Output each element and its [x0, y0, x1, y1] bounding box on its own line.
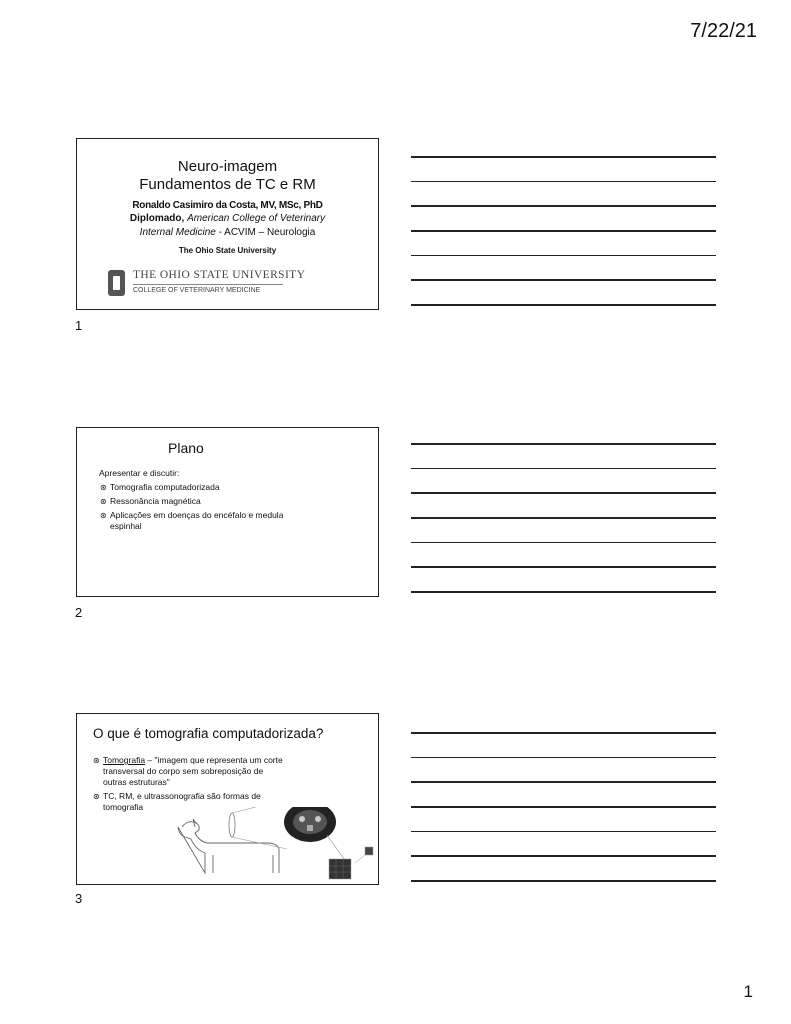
note-line: [411, 732, 716, 734]
slide-2-notes: [411, 443, 716, 616]
list-item: ⊛ Ressonância magnética: [100, 496, 201, 506]
page-number: 1: [743, 982, 753, 1001]
note-line: [411, 468, 716, 470]
note-line: [411, 443, 716, 445]
slide-2-title: Plano: [168, 440, 204, 456]
note-line: [411, 806, 716, 808]
slide-3-title: O que é tomografia computadorizada?: [93, 726, 324, 741]
note-line: [411, 492, 716, 494]
note-line: [411, 757, 716, 759]
note-line: [411, 304, 716, 306]
note-line: [411, 855, 716, 857]
slide-1-diplomate-line2: Internal Medicine - ACVIM – Neurologia: [139, 227, 316, 238]
slide-2: [76, 427, 379, 597]
slide-3-notes: [411, 732, 716, 905]
note-line: [411, 230, 716, 232]
note-line: [411, 181, 716, 183]
list-item: ⊛ Tomografia – "imagem que representa um corte transversal do corpo sem sobreposição de outras estruturas": [93, 755, 283, 787]
dog-icon: [178, 819, 279, 873]
note-line: [411, 566, 716, 568]
logo-divider: [133, 284, 283, 285]
slide-2-number: 2: [75, 605, 83, 620]
dog-ct-illustration: [162, 807, 376, 883]
note-line: [411, 880, 716, 882]
target-bullet-icon: ⊛: [100, 483, 107, 492]
note-line: [411, 156, 716, 158]
logo-college-name: COLLEGE OF VETERINARY MEDICINE: [133, 287, 261, 294]
target-bullet-icon: ⊛: [100, 497, 107, 506]
note-line: [411, 831, 716, 833]
svg-text:.: .: [297, 878, 298, 882]
slide-1-number: 1: [75, 318, 83, 333]
list-item: ⊛ TC, RM, e ultrassonografia são formas de tomografia: [93, 791, 261, 812]
note-line: [411, 205, 716, 207]
list-item: ⊛ Tomografia computadorizada: [100, 482, 220, 492]
target-bullet-icon: ⊛: [93, 792, 100, 801]
note-line: [411, 591, 716, 593]
slide-2-bullets: [100, 482, 290, 535]
slide-1-notes: [411, 156, 716, 329]
slide-1: [76, 138, 379, 310]
slide-1-university: The Ohio State University: [178, 246, 277, 255]
list-item: ⊛ Aplicações em doenças do encéfalo e medula espinhal: [100, 510, 284, 531]
slide-1-title-line1: Neuro-imagem: [177, 158, 278, 175]
slide-1-author: Ronaldo Casimiro da Costa, MV, MSc, PhD: [132, 200, 323, 211]
block-o-logo-icon: [108, 270, 125, 296]
osu-logo: [108, 268, 306, 298]
note-line: [411, 517, 716, 519]
logo-university-name: THE OHIO STATE UNIVERSITY: [133, 269, 306, 281]
page-date: 7/22/21: [690, 20, 757, 42]
slide-3-number: 3: [75, 891, 83, 906]
note-line: [411, 781, 716, 783]
slide-3: [76, 713, 379, 885]
note-line: [411, 279, 716, 281]
target-bullet-icon: ⊛: [93, 756, 100, 765]
slide-1-diplomate-line1: Diplomado, American College of Veterinary: [129, 213, 326, 224]
slide-2-intro: Apresentar e discutir:: [99, 468, 180, 478]
target-bullet-icon: ⊛: [100, 511, 107, 520]
note-line: [411, 255, 716, 257]
slide-1-title-line2: Fundamentos de TC e RM: [139, 176, 316, 193]
note-line: [411, 542, 716, 544]
